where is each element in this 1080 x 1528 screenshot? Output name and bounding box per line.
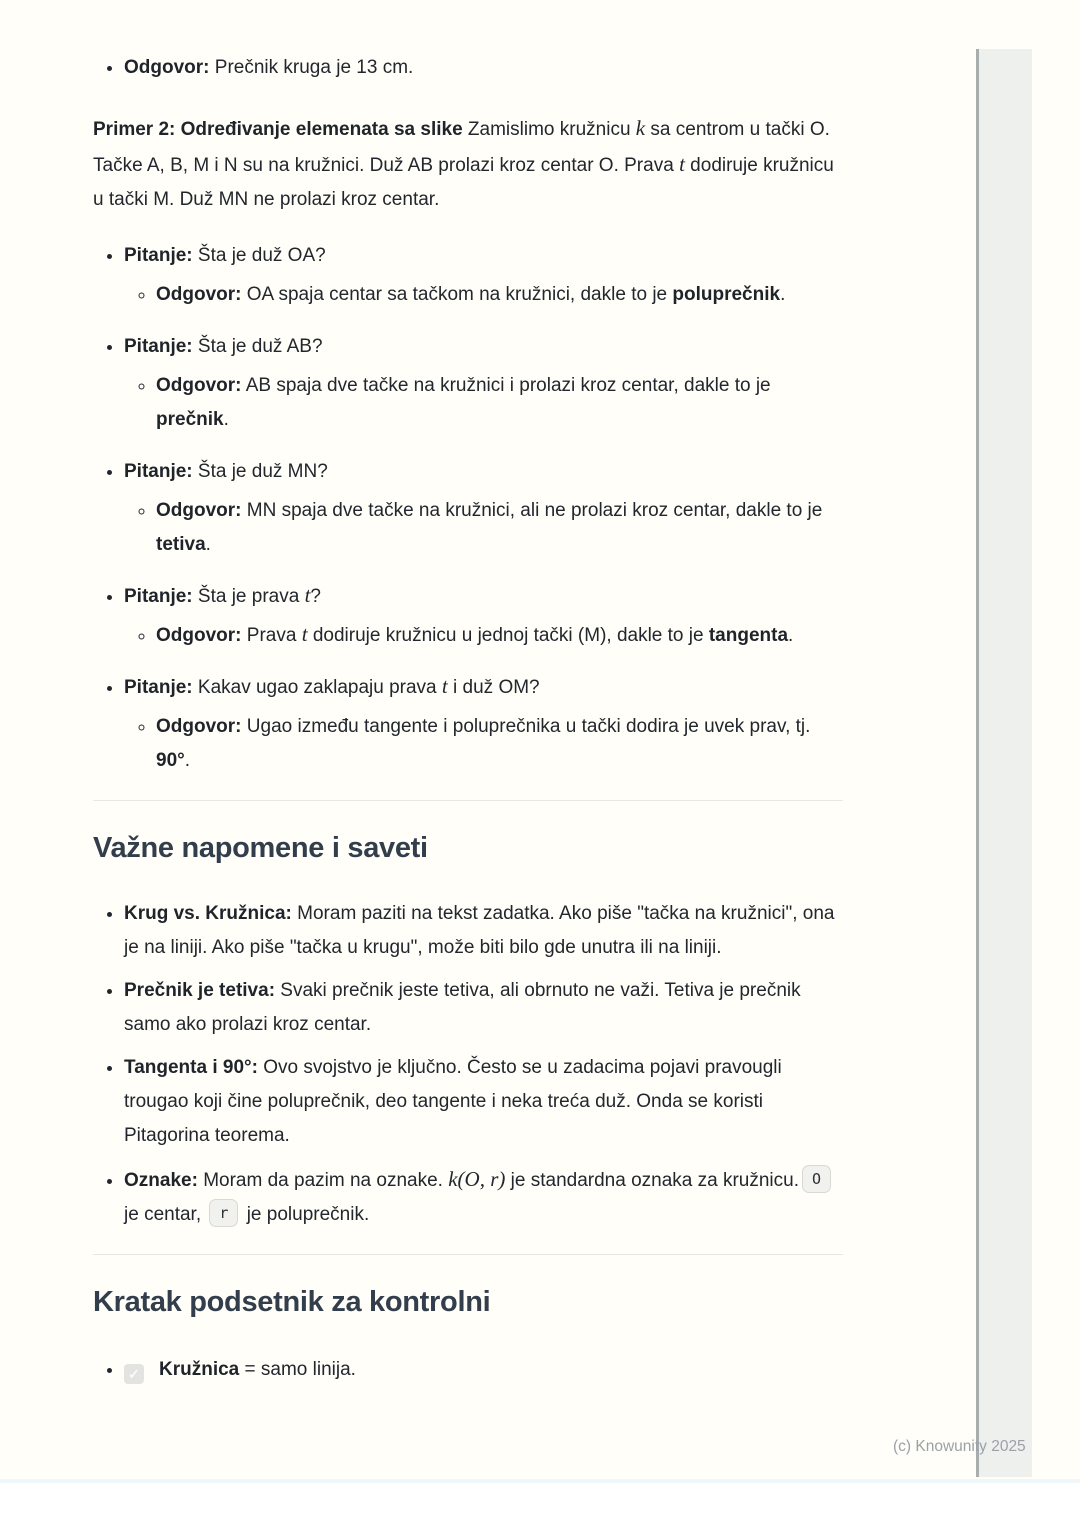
qa-sublist	[124, 367, 845, 437]
primer2-text: Zamislimo kružnicu	[462, 119, 636, 140]
primer2-paragraph	[93, 111, 845, 217]
answer-label: Odgovor:	[124, 57, 210, 78]
answer-label: Odgovor:	[156, 716, 242, 737]
answer-keyword: tetiva	[156, 534, 206, 555]
answer-text: MN spaja dve tačke na kružnici, ali ne prolazi kroz centar, dakle to je	[246, 500, 823, 521]
question-label: Pitanje:	[124, 461, 193, 482]
answer-text: AB spaja dve tačke na kružnici i prolazi kroz centar, dakle to je	[245, 375, 771, 396]
qa-item	[124, 453, 845, 562]
note-label: Prečnik je tetiva:	[124, 980, 276, 1001]
qa-answer	[156, 492, 845, 562]
answer-text: .	[223, 409, 229, 430]
question-label: Pitanje:	[124, 245, 193, 266]
qa-answer	[156, 367, 845, 437]
page-content	[93, 0, 845, 1387]
answer-label: Odgovor:	[156, 500, 242, 521]
note-item	[124, 897, 845, 965]
answer-label: Odgovor:	[156, 625, 242, 646]
answer-text: Prava	[246, 625, 302, 646]
question-label: Pitanje:	[124, 677, 193, 698]
answer-text: .	[184, 750, 191, 771]
note-text: Svaki prečnik jeste tetiva, ali obrnuto ne važi. Tetiva je prečnik samo ako prolazi kroz centar.	[124, 980, 801, 1035]
checklist-text: = samo linija.	[239, 1359, 356, 1380]
checklist-item	[124, 1353, 845, 1387]
qa-sublist	[124, 492, 845, 562]
primer2-text: dodiruje kružnicu u tački M. Duž MN ne prolazi kroz centar.	[93, 155, 834, 210]
note-text: je centar,	[124, 1204, 207, 1225]
answer-text: dodiruje kružnicu u jednoj tački (M), dakle to je	[307, 625, 709, 646]
math-t: t	[679, 152, 685, 176]
section-divider	[93, 1254, 843, 1255]
question-text: Šta je duž AB?	[197, 336, 323, 357]
answer-keyword: prečnik	[156, 409, 224, 430]
question-text: Šta je prava	[197, 586, 305, 607]
qa-item	[124, 328, 845, 437]
qa-answer	[156, 617, 845, 653]
question-text: ?	[310, 586, 321, 607]
note-text: Moram paziti na tekst zadatka. Ako piše "tačka na kružnici", ona je na liniji. Ako piše "tačka u krugu", može biti bilo gde unutra ili na liniji.	[124, 903, 835, 958]
code-chip-O: O	[802, 1165, 831, 1193]
question-label: Pitanje:	[124, 586, 193, 607]
checklist-keyword: Kružnica	[159, 1359, 240, 1380]
answer-keyword: tangenta	[708, 625, 789, 646]
section-heading-napomene: Važne napomene i saveti	[93, 832, 428, 864]
top-answer-list	[93, 51, 845, 85]
answer-label: Odgovor:	[156, 284, 242, 305]
answer-text: .	[788, 625, 794, 646]
note-item	[124, 974, 845, 1042]
question-text: Šta je duž OA?	[197, 245, 326, 266]
note-text: Moram da pazim na oznake.	[197, 1170, 449, 1191]
math-t: t	[304, 583, 311, 607]
reminder-checklist	[93, 1353, 845, 1387]
answer-text: Ugao između tangente i poluprečnika u tački dodira je uvek prav, tj.	[246, 716, 811, 737]
section-divider	[93, 800, 843, 801]
qa-sublist	[124, 276, 845, 312]
note-label: Oznake:	[124, 1170, 198, 1191]
math-k: k	[635, 116, 646, 140]
answer-text: OA spaja centar sa tačkom na kružnici, dakle to je	[246, 284, 673, 305]
primer2-text: sa centrom u tački O. Tačke A, B, M i N su na kružnici. Duž AB prolazi kroz centar O. Prava	[93, 119, 830, 176]
note-item	[124, 1051, 845, 1153]
qa-sublist	[124, 617, 845, 653]
math-kOr: k(O, r)	[448, 1167, 506, 1191]
list-item	[124, 51, 845, 85]
note-label: Tangenta i 90°:	[124, 1057, 258, 1078]
code-chip-r: r	[209, 1199, 238, 1227]
qa-answer	[156, 276, 845, 312]
answer-keyword: poluprečnik	[672, 284, 781, 305]
note-text: Ovo svojstvo je ključno. Često se u zadacima pojavi pravougli trougao koji čine poluprečnik, deo tangente i neka treća duž. Onda se koristi Pitagorina teorema.	[124, 1057, 782, 1146]
note-item	[124, 1162, 845, 1232]
qa-list	[93, 237, 845, 778]
checkbox-checked[interactable]	[124, 1364, 144, 1384]
note-label: Krug vs. Kružnica:	[124, 903, 292, 924]
section-heading-podsetnik: Kratak podsetnik za kontrolni	[93, 1286, 491, 1318]
qa-answer	[156, 708, 845, 778]
question-text: Kakav ugao zaklapaju prava	[197, 677, 442, 698]
note-text: je poluprečnik.	[241, 1204, 370, 1225]
answer-keyword: 90°	[156, 750, 185, 771]
answer-text: Prečnik kruga je 13 cm.	[214, 57, 414, 78]
qa-sublist	[124, 708, 845, 778]
answer-text: .	[205, 534, 211, 555]
answer-text: .	[780, 284, 786, 305]
note-text: je standardna oznaka za kružnicu.	[505, 1170, 799, 1191]
qa-item	[124, 669, 845, 778]
qa-item	[124, 578, 845, 653]
primer2-title: Primer 2: Određivanje elemenata sa slike	[93, 119, 463, 140]
notes-list	[93, 897, 845, 1232]
math-t: t	[441, 674, 448, 698]
question-text: Šta je duž MN?	[197, 461, 328, 482]
watermark-text: (c) Knowunity 2025	[893, 1438, 1026, 1455]
answer-label: Odgovor:	[156, 375, 242, 396]
scrollbar-track[interactable]	[976, 49, 1032, 1477]
qa-item	[124, 237, 845, 312]
math-t: t	[301, 622, 308, 646]
question-text: i duž OM?	[447, 677, 540, 698]
question-label: Pitanje:	[124, 336, 193, 357]
check-icon: • ✓	[128, 1366, 140, 1382]
